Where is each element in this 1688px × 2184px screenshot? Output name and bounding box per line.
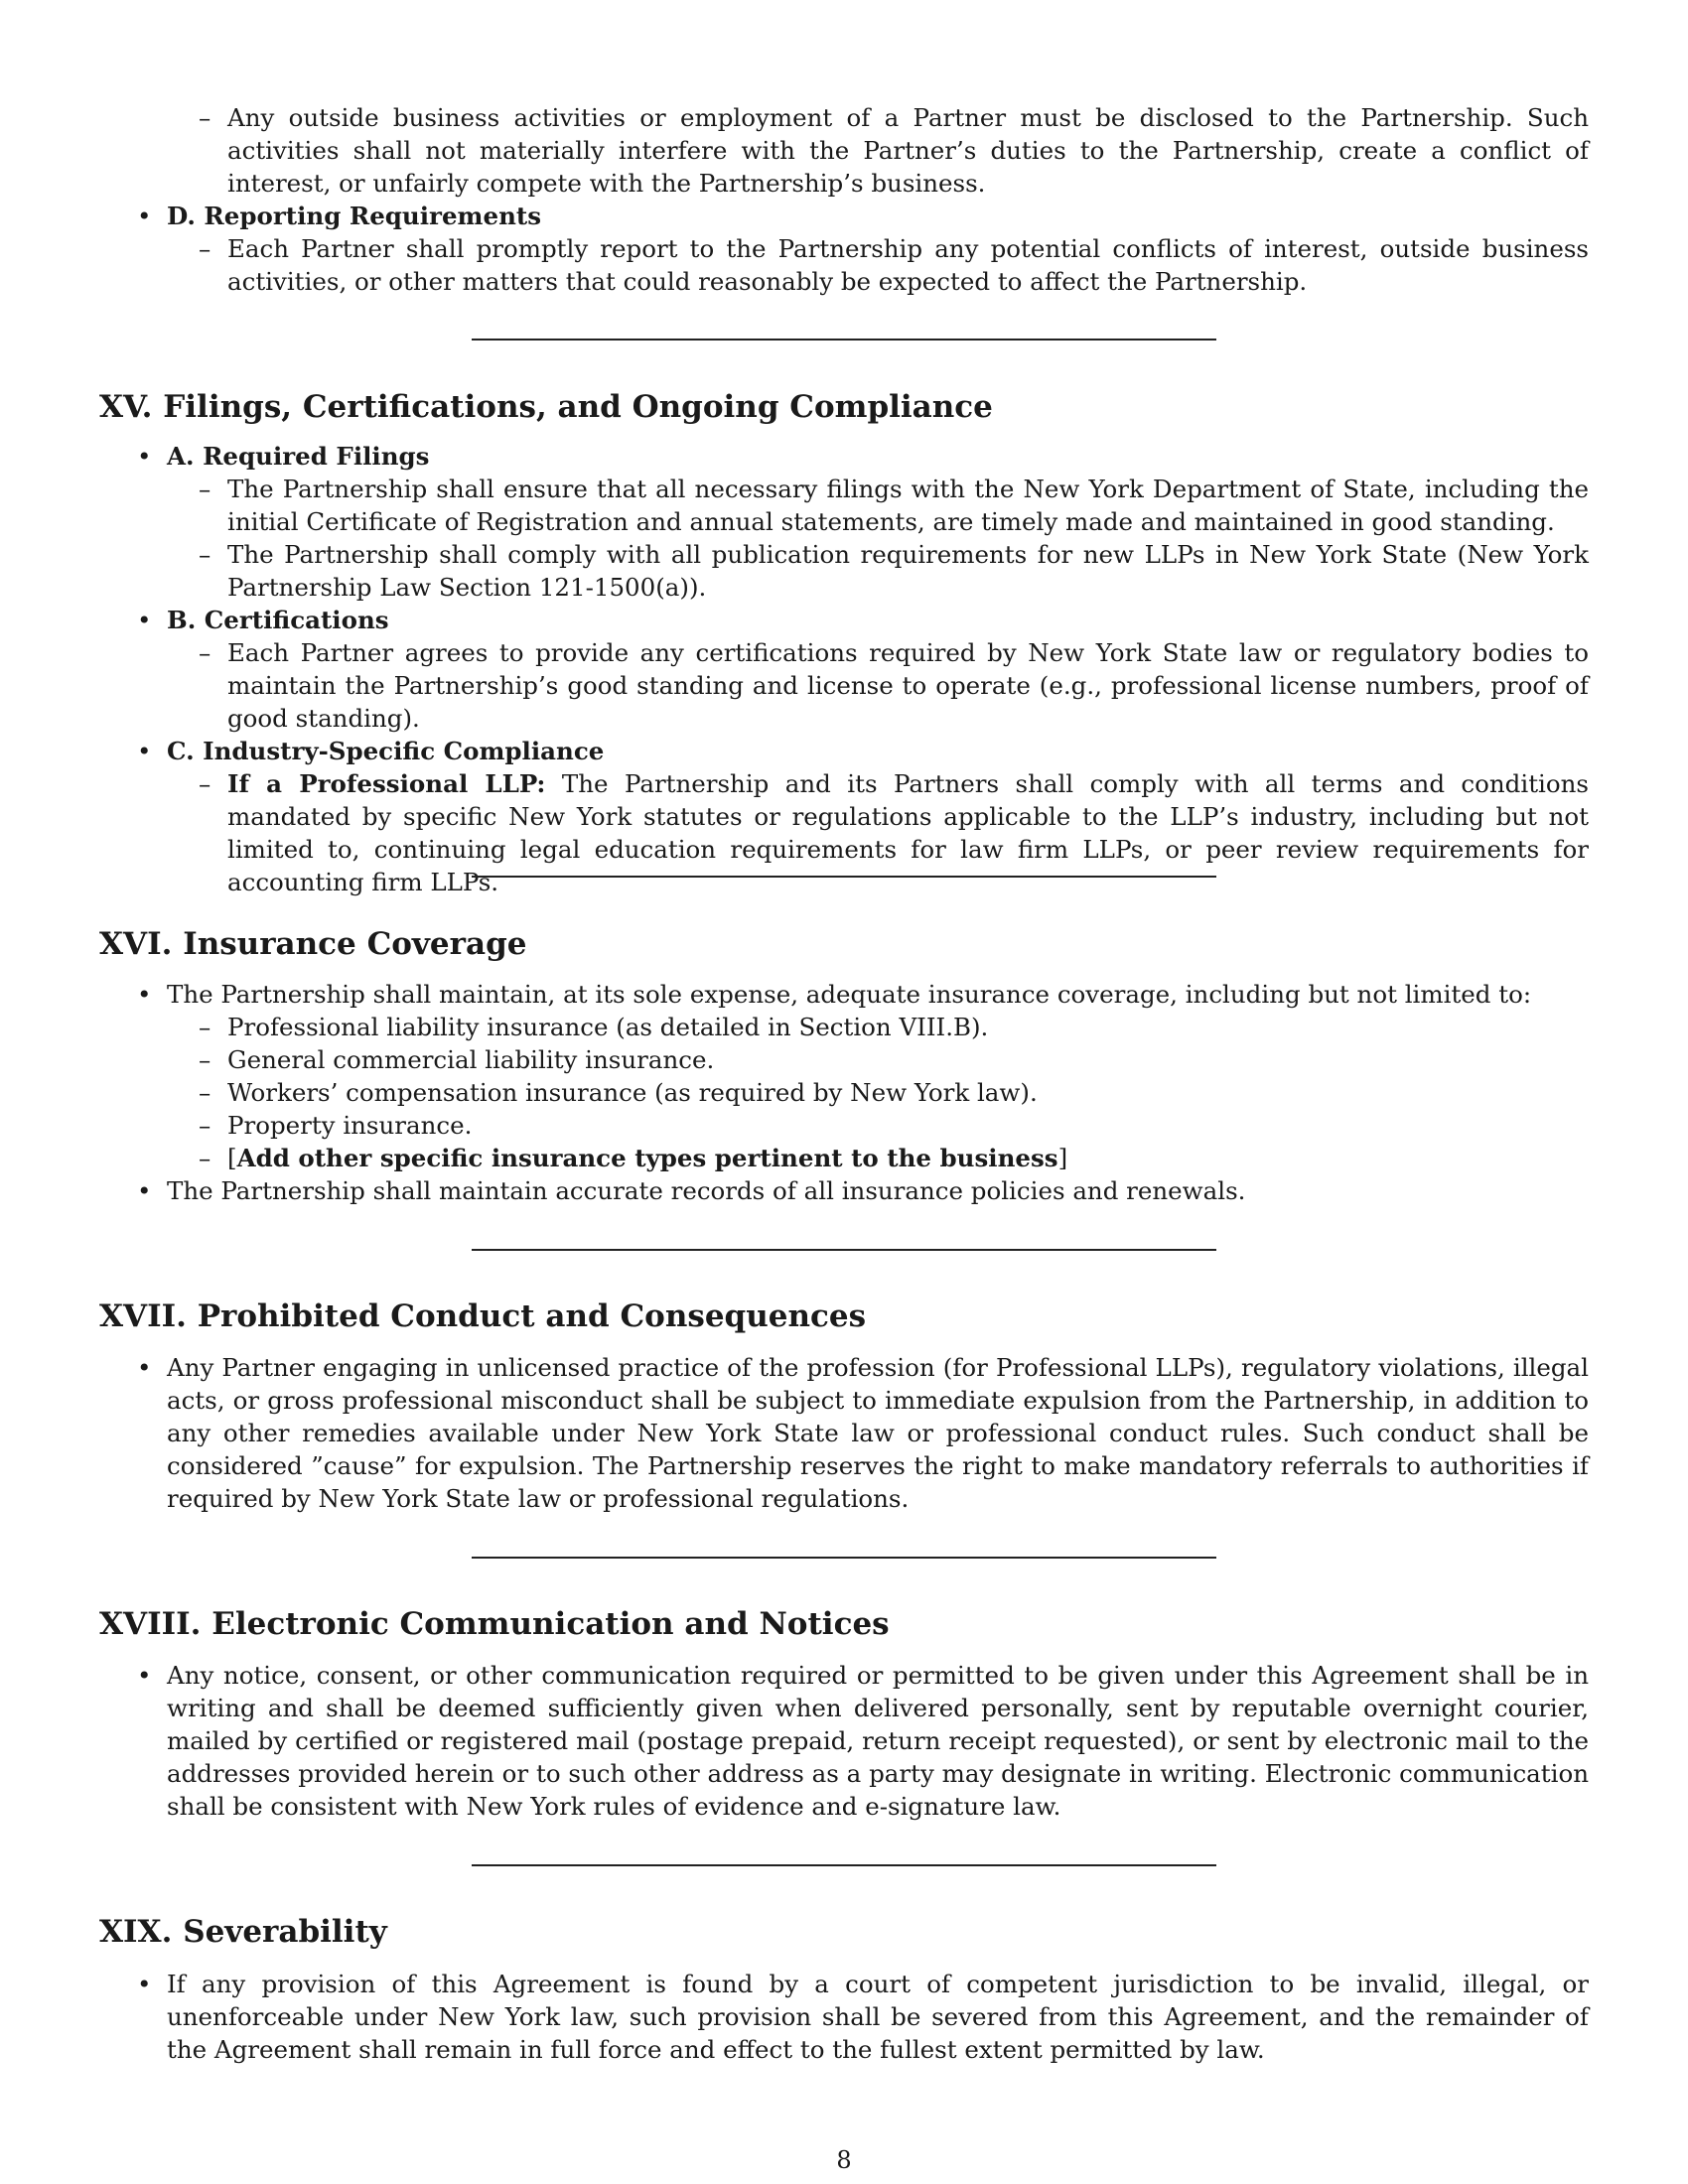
dash-marker: – [199, 103, 211, 132]
section-xv-body [99, 440, 1589, 898]
bullet-marker: • [137, 442, 152, 471]
dash-marker: – [199, 1013, 211, 1041]
section-xvi-body [99, 978, 1589, 1207]
certifications-detail [99, 636, 1589, 735]
professional-llp-label: If a Professional LLP: [227, 769, 546, 798]
dash-marker: – [199, 1078, 211, 1107]
outside-activities-item [99, 101, 1589, 200]
industry-compliance-detail [99, 767, 1589, 898]
industry-compliance-heading: C. Industry-Specific Compliance [167, 737, 605, 765]
dash-marker: – [199, 540, 211, 569]
section-divider [472, 1864, 1216, 1866]
dash-marker: – [199, 1111, 211, 1140]
insurance-intro-text: The Partnership shall maintain, at its sole expense, adequate insurance coverage, including but not limited to: [167, 980, 1532, 1009]
insurance-type-text: Professional liability insurance (as detailed in Section VIII.B). [227, 1013, 989, 1041]
section-xix-title: XIX. Severability [99, 1914, 387, 1950]
dash-marker: – [199, 234, 211, 263]
insurance-records-text: The Partnership shall maintain accurate records of all insurance policies and renewals. [167, 1176, 1246, 1205]
section-xv [99, 387, 1589, 427]
insurance-placeholder-item [99, 1142, 1589, 1174]
insurance-type-item [99, 1109, 1589, 1142]
bullet-marker: • [137, 737, 152, 765]
insurance-records-item [99, 1174, 1589, 1207]
required-filings-detail-1 [99, 473, 1589, 538]
certifications-item [99, 604, 1589, 636]
dash-marker: – [199, 1045, 211, 1074]
section-divider [472, 339, 1216, 341]
notices-text: Any notice, consent, or other communication required or permitted to be given under this Agreement shall be in writing and shall be deemed sufficiently given when delivered personally, sent by reputable overnight courier, mailed by certified or registered mail (postage prepaid, return receipt requested), or sent by electronic mail to the addresses provided herein or to such other address as a party may designate in writing. Electronic communication shall be consistent with New York rules of evidence and e-signature law. [167, 1661, 1589, 1821]
insurance-type-text: Property insurance. [227, 1111, 473, 1140]
industry-compliance-text: The Partnership and its Partners shall comply with all terms and conditions mandated by specific New York statutes or regulations applicable to the LLP’s industry, including but not limited to, continuing legal education requirements for law firm LLPs, or peer review requirements for accounting firm LLPs. [227, 769, 1589, 896]
dash-marker: – [199, 1144, 211, 1172]
section-xvi [99, 924, 1589, 964]
prohibited-conduct-item [99, 1351, 1589, 1515]
dash-marker: – [199, 769, 211, 798]
reporting-requirements-text: Each Partner shall promptly report to the Partnership any potential conflicts of interest, outside business activities, or other matters that could reasonably be expected to affect the Partnership. [227, 234, 1589, 296]
bracket-open: [ [227, 1144, 237, 1172]
section-xix [99, 1912, 1589, 1952]
insurance-type-item [99, 1076, 1589, 1109]
dash-marker: – [199, 638, 211, 667]
required-filings-item [99, 440, 1589, 473]
certifications-text: Each Partner agrees to provide any certifications required by New York State law or regulatory bodies to maintain the Partnership’s good standing and license to operate (e.g., professional license numbers, proof of good standing). [227, 638, 1589, 733]
required-filings-heading: A. Required Filings [167, 442, 430, 471]
section-xvi-title: XVI. Insurance Coverage [99, 926, 527, 962]
bullet-marker: • [137, 980, 152, 1009]
insurance-type-item [99, 1043, 1589, 1076]
prohibited-conduct-text: Any Partner engaging in unlicensed practice of the profession (for Professional LLPs), regulatory violations, illegal acts, or gross professional misconduct shall be subject to immediate expulsion from the Partnership, in addition to any other remedies available under New York State law or professional conduct rules. Such conduct shall be considered ”cause” for expulsion. The Partnership reserves the right to make mandatory referrals to authorities if required by New York State law or professional regulations. [167, 1353, 1589, 1513]
section-xvii-title: XVII. Prohibited Conduct and Consequences [99, 1298, 867, 1334]
severability-text: If any provision of this Agreement is found by a court of competent jurisdiction to be invalid, illegal, or unenforceable under New York law, such provision shall be severed from this Agreement, and the remainder of the Agreement shall remain in full force and effect to the fullest extent permitted by law. [167, 1970, 1589, 2064]
insurance-type-item [99, 1011, 1589, 1043]
reporting-requirements-item [99, 200, 1589, 232]
section-xvii-body [99, 1351, 1589, 1515]
bracket-close: ] [1057, 1144, 1068, 1172]
insurance-intro-item [99, 978, 1589, 1011]
dash-marker: – [199, 475, 211, 503]
section-xv-title: XV. Filings, Certifications, and Ongoing Compliance [99, 389, 993, 425]
reporting-requirements-detail [99, 232, 1589, 298]
insurance-type-text: Workers’ compensation insurance (as required by New York law). [227, 1078, 1038, 1107]
outside-activities-text: Any outside business activities or employment of a Partner must be disclosed to the Partnership. Such activities shall not materially interfere with the Partner’s duties to the Partnership, create a conflict of interest, or unfairly compete with the Partnership’s business. [227, 103, 1589, 198]
reporting-requirements-heading: D. Reporting Requirements [167, 202, 541, 230]
insurance-type-text: General commercial liability insurance. [227, 1045, 715, 1074]
insurance-placeholder-text: Add other specific insurance types pertinent to the business [236, 1144, 1058, 1172]
notices-item [99, 1659, 1589, 1823]
required-filings-text-2: The Partnership shall comply with all publication requirements for new LLPs in New York State (New York Partnership Law Section 121-1500(a)). [227, 540, 1589, 602]
continued-section [99, 101, 1589, 298]
section-xviii-title: XVIII. Electronic Communication and Notices [99, 1606, 890, 1642]
required-filings-detail-2 [99, 538, 1589, 604]
section-xviii-body [99, 1659, 1589, 1823]
bullet-marker: • [137, 1353, 152, 1382]
bullet-marker: • [137, 1970, 152, 1998]
section-divider [472, 1557, 1216, 1559]
bullet-marker: • [137, 202, 152, 230]
section-divider [472, 876, 1216, 878]
section-divider [472, 1249, 1216, 1251]
section-xviii [99, 1604, 1589, 1644]
section-xvii [99, 1297, 1589, 1336]
bullet-marker: • [137, 606, 152, 634]
bullet-marker: • [137, 1661, 152, 1690]
certifications-heading: B. Certifications [167, 606, 389, 634]
bullet-marker: • [137, 1176, 152, 1205]
industry-compliance-item [99, 735, 1589, 767]
required-filings-text-1: The Partnership shall ensure that all necessary filings with the New York Department of State, including the initial Certificate of Registration and annual statements, are timely made and maintained in good standing. [227, 475, 1589, 536]
page-number: 8 [836, 2146, 852, 2174]
section-xix-body [99, 1968, 1589, 2066]
severability-item [99, 1968, 1589, 2066]
